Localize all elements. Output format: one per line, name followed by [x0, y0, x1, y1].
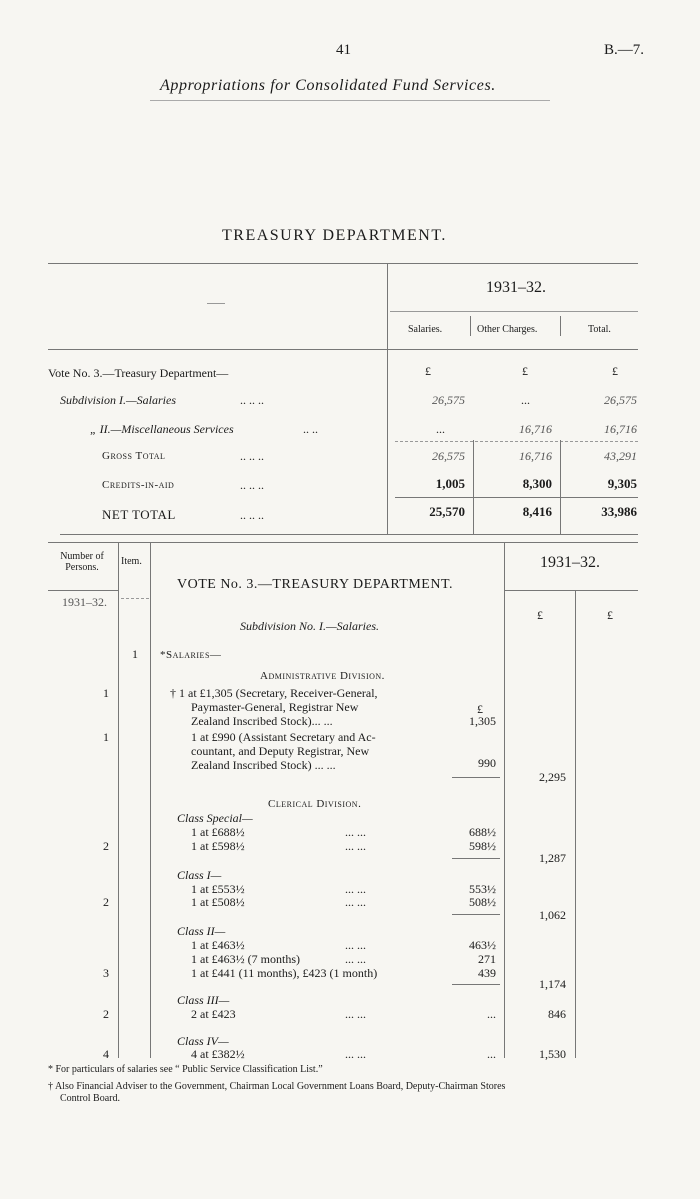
persons-count: 3 — [103, 966, 109, 980]
footnote-dagger-cont: Control Board. — [60, 1093, 120, 1104]
line-dots: ... — [487, 1047, 496, 1061]
summary-row-total: 26,575 — [604, 393, 637, 407]
net-rule — [395, 497, 638, 498]
col-divider-2 — [560, 316, 561, 336]
summary-row-dots: .. .. .. — [240, 508, 264, 522]
class-line: 1 at £441 (11 months), £423 (1 month) — [191, 966, 378, 980]
vote-label: Vote No. 3.—Treasury Department— — [48, 366, 229, 380]
summary-row-label: „ II.—Miscellaneous Services — [90, 422, 234, 436]
salaries-currency: £ — [425, 364, 431, 378]
summary-divider — [387, 263, 388, 535]
other-currency: £ — [522, 364, 528, 378]
subtotal-rule — [452, 984, 500, 985]
summary-row-salaries: ... — [436, 422, 445, 436]
detail-top-rule — [48, 542, 638, 543]
class-line: 1 at £688½ — [191, 825, 245, 839]
class-line: 1 at £553½ — [191, 882, 245, 896]
admin-division-heading: Administrative Division. — [260, 670, 385, 682]
class-heading: Class I— — [177, 868, 222, 882]
summary-row-other: 8,416 — [522, 504, 552, 519]
summary-bottom-rule — [60, 534, 638, 535]
subtotal-amount: 1,174 — [539, 977, 566, 991]
line-dots: ... ... — [345, 952, 366, 966]
summary-row-salaries: 1,005 — [435, 476, 465, 491]
col-other-header: Other Charges. — [477, 324, 538, 335]
number-header-rule — [48, 590, 118, 591]
summary-row-total: 16,716 — [604, 422, 637, 436]
class-line: 1 at £463½ (7 months) — [191, 952, 300, 966]
line-amount: 271 — [478, 952, 496, 966]
persons-count: 1 — [103, 686, 109, 700]
subtotal-rule — [452, 858, 500, 859]
subtotal-rule — [452, 777, 500, 778]
gross-rule — [395, 441, 638, 442]
summary-row-dots: .. .. .. — [240, 449, 264, 463]
col-line-1 — [473, 440, 474, 535]
line-amount: 1,305 — [469, 714, 496, 728]
number-col-line — [118, 542, 119, 1058]
summary-row-label: Gross Total — [102, 450, 166, 462]
persons-count: 2 — [103, 1007, 109, 1021]
admin-2-line: countant, and Deputy Registrar, New — [191, 744, 370, 758]
total-currency: £ — [612, 364, 618, 378]
subtotal-amount: 2,295 — [539, 770, 566, 784]
subtotal-amount: 1,287 — [539, 851, 566, 865]
summary-top-rule — [48, 263, 638, 264]
persons-count: 1 — [103, 730, 109, 744]
document-reference: B.—7. — [604, 42, 645, 58]
summary-row-other: 16,716 — [519, 422, 552, 436]
line-amount: 508½ — [469, 895, 496, 909]
summary-row-dots: .. .. — [303, 422, 318, 436]
amount-currency: £ — [477, 702, 483, 716]
line-dots: ... ... — [345, 882, 366, 896]
salaries-heading: *Salaries— — [160, 649, 222, 661]
admin-2-line: Zealand Inscribed Stock) ... ... — [191, 758, 336, 772]
footnote-star: * For particulars of salaries see “ Public Service Classification List.” — [48, 1064, 323, 1075]
class-heading: Class III— — [177, 993, 230, 1007]
summary-row-label: Subdivision I.—Salaries — [60, 393, 176, 407]
class-heading: Class IV— — [177, 1034, 229, 1048]
detail-currency-2: £ — [607, 608, 613, 622]
col-number-header: Number of Persons. — [60, 551, 104, 573]
class-heading: Class II— — [177, 924, 226, 938]
persons-year: 1931–32. — [62, 595, 107, 609]
detail-year: 1931–32. — [540, 554, 600, 571]
line-dots: ... — [487, 1007, 496, 1021]
line-dots: ... ... — [345, 825, 366, 839]
col-salaries-header: Salaries. — [408, 324, 443, 335]
line-dots: ... ... — [345, 839, 366, 853]
subtotal-amount: 1,062 — [539, 908, 566, 922]
item-header-rule — [121, 598, 149, 599]
admin-1-line: Paymaster-General, Registrar New — [191, 700, 359, 714]
summary-stub-dash — [207, 303, 225, 304]
vote-title: VOTE No. 3.—TREASURY DEPARTMENT. — [177, 577, 453, 592]
admin-1-line: † 1 at £1,305 (Secretary, Receiver-General, — [170, 686, 378, 700]
line-dots: ... ... — [345, 938, 366, 952]
summary-row-salaries: 25,570 — [429, 504, 465, 519]
summary-year: 1931–32. — [486, 279, 546, 296]
clerical-division-heading: Clerical Division. — [268, 798, 362, 810]
department-title: TREASURY DEPARTMENT. — [222, 227, 447, 244]
line-amount: 990 — [478, 756, 496, 770]
summary-row-other: ... — [521, 393, 530, 407]
summary-row-dots: .. .. .. — [240, 478, 264, 492]
page-title: Appropriations for Consolidated Fund Services. — [160, 77, 496, 94]
summary-row-salaries: 26,575 — [432, 449, 465, 463]
line-dots: ... ... — [345, 1047, 366, 1061]
line-amount: 688½ — [469, 825, 496, 839]
line-dots: ... ... — [345, 1007, 366, 1021]
header-rule — [150, 100, 550, 101]
right-col-line — [575, 590, 576, 1058]
admin-2-line: 1 at £990 (Assistant Secretary and Ac- — [191, 730, 376, 744]
class-line: 2 at £423 — [191, 1007, 236, 1021]
subtotal-amount: 846 — [548, 1007, 566, 1021]
col-divider-1 — [470, 316, 471, 336]
footnote-dagger: † Also Financial Adviser to the Government, Chairman Local Government Loans Board, Deputy-Chairman Stores — [48, 1081, 506, 1092]
subtotal-rule — [452, 914, 500, 915]
detail-year-rule — [504, 590, 638, 591]
persons-count: 4 — [103, 1047, 109, 1061]
line-amount: 598½ — [469, 839, 496, 853]
summary-row-total: 9,305 — [607, 476, 637, 491]
line-amount: 553½ — [469, 882, 496, 896]
line-amount: 439 — [478, 966, 496, 980]
summary-row-dots: .. .. .. — [240, 393, 264, 407]
summary-header-rule — [48, 349, 638, 350]
class-line: 1 at £508½ — [191, 895, 245, 909]
item-col-line — [150, 542, 151, 1058]
detail-currency-1: £ — [537, 608, 543, 622]
class-line: 1 at £598½ — [191, 839, 245, 853]
persons-count: 2 — [103, 895, 109, 909]
class-line: 4 at £382½ — [191, 1047, 245, 1061]
summary-row-label: Credits-in-aid — [102, 479, 175, 491]
summary-year-rule — [390, 311, 638, 312]
subdivision-heading: Subdivision No. I.—Salaries. — [240, 619, 380, 633]
class-line: 1 at £463½ — [191, 938, 245, 952]
subtotal-amount: 1,530 — [539, 1047, 566, 1061]
persons-count: 2 — [103, 839, 109, 853]
col-item-header: Item. — [121, 556, 142, 567]
col-line-2 — [560, 440, 561, 535]
page-number: 41 — [336, 42, 351, 58]
summary-row-other: 8,300 — [522, 476, 552, 491]
col-total-header: Total. — [588, 324, 611, 335]
class-heading: Class Special— — [177, 811, 253, 825]
item-number: 1 — [132, 647, 138, 661]
line-dots: ... ... — [345, 895, 366, 909]
summary-row-total: 43,291 — [604, 449, 637, 463]
summary-row-other: 16,716 — [519, 449, 552, 463]
line-amount: 463½ — [469, 938, 496, 952]
summary-row-label: NET TOTAL — [102, 507, 176, 522]
summary-row-salaries: 26,575 — [432, 393, 465, 407]
amount-col-line — [504, 542, 505, 1058]
summary-row-total: 33,986 — [601, 504, 637, 519]
admin-1-line: Zealand Inscribed Stock)... ... — [191, 714, 333, 728]
